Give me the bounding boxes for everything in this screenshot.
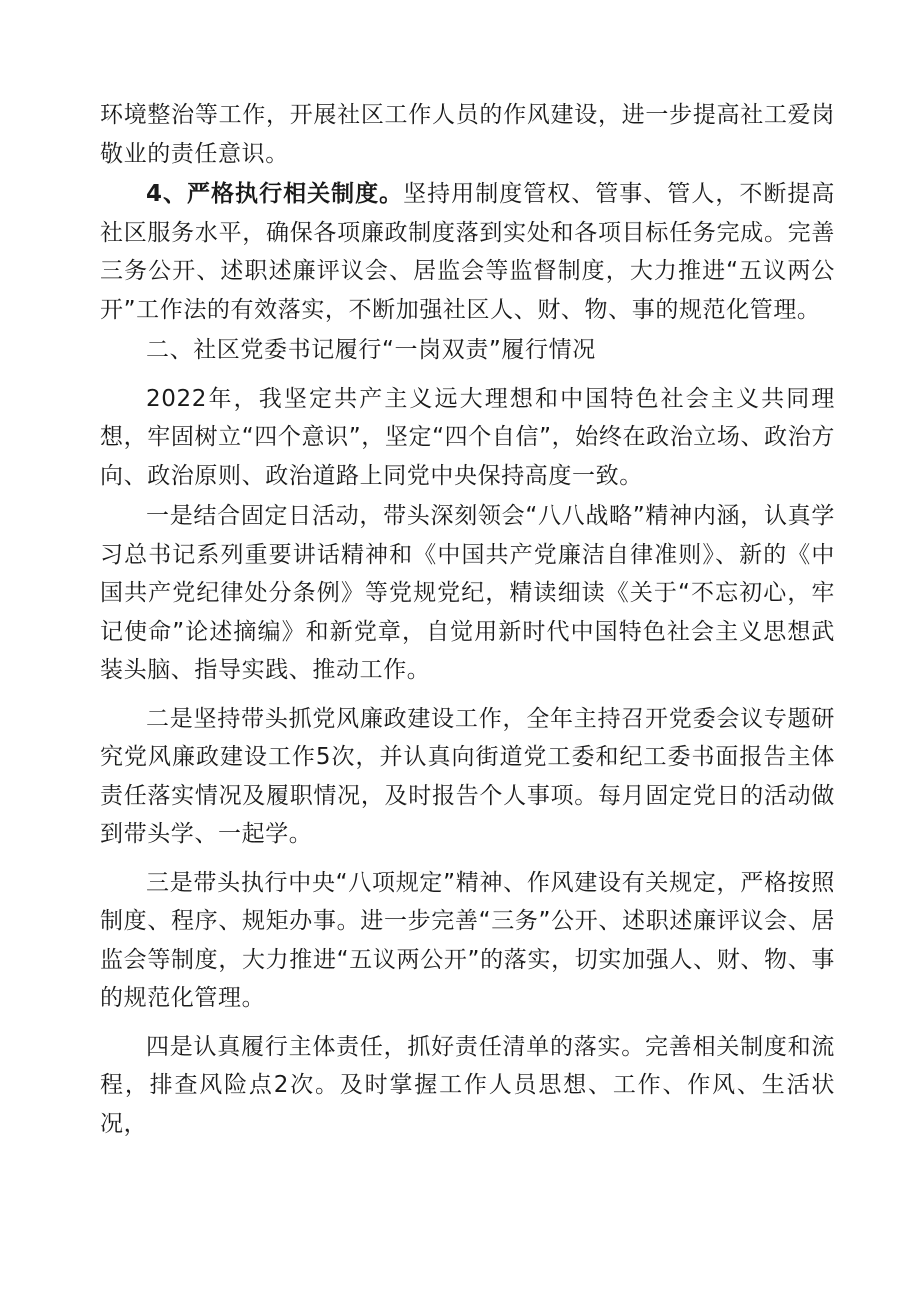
paragraph-item-two: 二是坚持带头抓党风廉政建设工作，全年主持召开党委会议专题研究党风廉政建设工作5次，并认真向街道党工委和纪工委书面报告主体责任落实情况及履职情况，及时报告个人事项。每月固定党日的活动做到带头学、一起学。 <box>100 705 835 847</box>
paragraph-2022-ideals: 2022年，我坚定共产主义远大理想和中国特色社会主义共同理想，牢固树立“四个意识”，坚定“四个自信”，始终在政治立场、政治方向、政治原则、政治道路上同党中央保持高度一致。 <box>100 385 835 489</box>
paragraph-strict-system <box>100 175 835 329</box>
section-heading-two: 二、社区党委书记履行“一岗双责”履行情况 <box>146 337 596 363</box>
paragraph-bold-heading: 4、严格执行相关制度。 <box>146 181 404 207</box>
paragraph-item-three: 三是带头执行中央“八项规定”精神、作风建设有关规定，严格按照制度、程序、规矩办事。进一步完善“三务”公开、述职述廉评议会、居监会等制度，大力推进“五议两公开”的落实，切实加强人、财、物、事的规范化管理。 <box>100 869 835 1011</box>
document-body <box>100 96 835 1143</box>
paragraph-item-four: 四是认真履行主体责任，抓好责任清单的落实。完善相关制度和流程，排查风险点2次。及时掌握工作人员思想、工作、作风、生活状况， <box>100 1033 835 1137</box>
paragraph-body: 坚持用制度管权、管事、管人，不断提高社区服务水平，确保各项廉政制度落到实处和各项目标任务完成。完善三务公开、述职述廉评议会、居监会等监督制度，大力推进“五议两公开”工作法的有效落实，不断加强社区人、财、物、事的规范化管理。 <box>100 181 835 323</box>
paragraph-continuation: 环境整治等工作，开展社区工作人员的作风建设，进一步提高社工爱岗敬业的责任意识。 <box>100 102 835 167</box>
paragraph-item-one: 一是结合固定日活动，带头深刻领会“八八战略”精神内涵，认真学习总书记系列重要讲话精神和《中国共产党廉洁自律准则》、新的《中国共产党纪律处分条例》等党规党纪，精读细读《关于“不忘初心，牢记使命”论述摘编》和新党章，自觉用新时代中国特色社会主义思想武装头脑、指导实践、推动工作。 <box>100 503 835 683</box>
